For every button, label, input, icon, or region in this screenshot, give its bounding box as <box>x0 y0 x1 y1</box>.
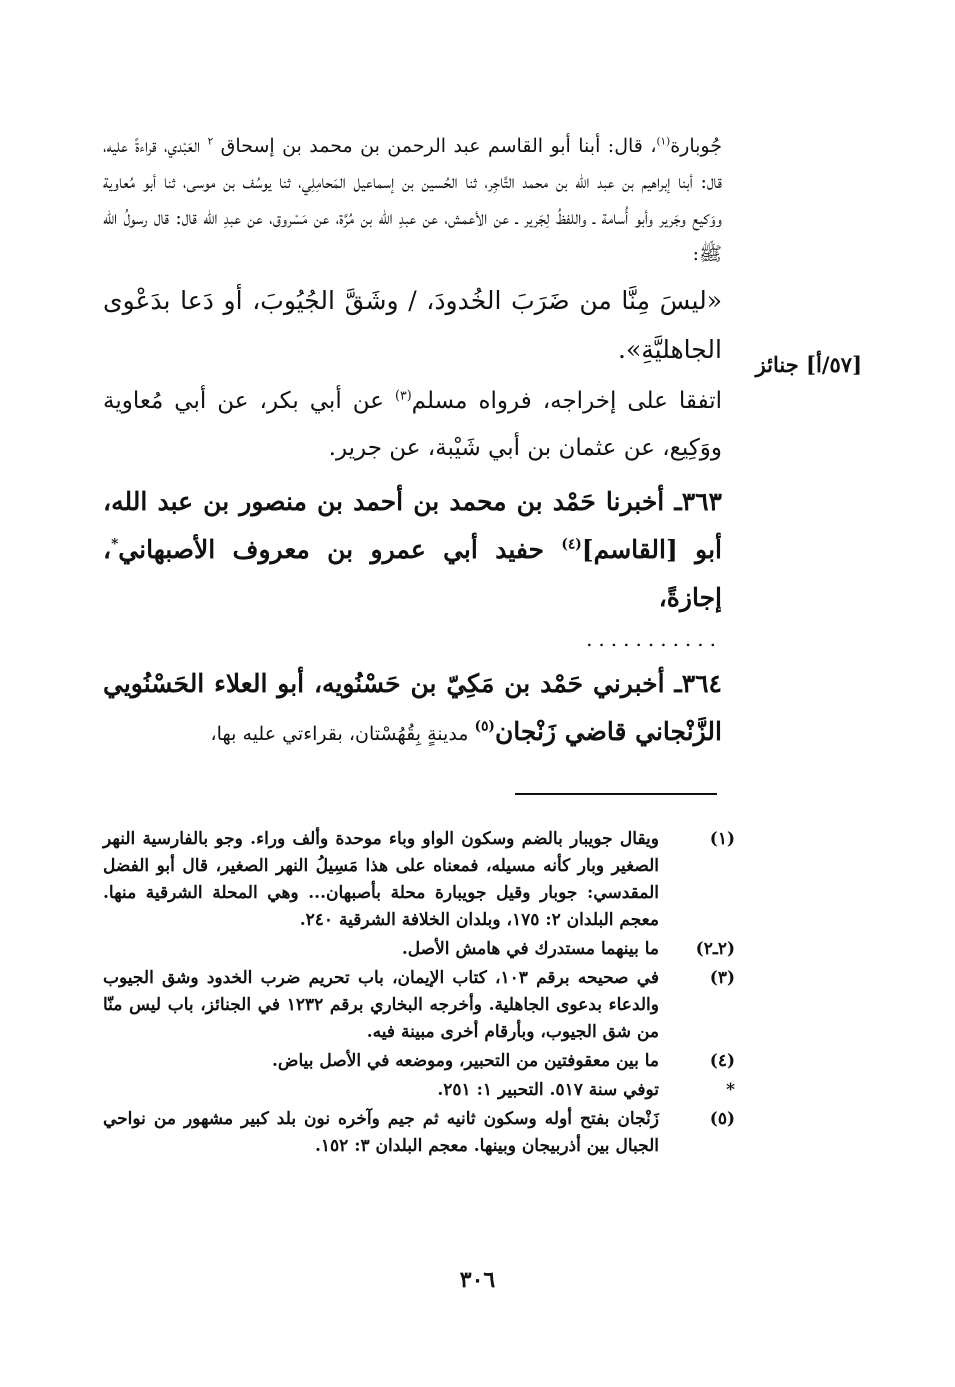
paragraph-text: ٣٦٣ـ أخبرنا حَمْد بن محمد بن أحمد بن منصور بن عبد الله، أبو [القاسم] <box>103 487 722 564</box>
takhrij-paragraph <box>103 378 722 472</box>
manuscript-folio-marker: [٥٧/أ] جنائز <box>755 352 862 377</box>
entry-363 <box>103 478 722 622</box>
footnote-number: * <box>726 1080 735 1100</box>
footnote-number: (٥) <box>709 1109 735 1129</box>
footnote <box>103 1048 735 1075</box>
paragraph-text: اتفقا على إخراجه، فرواه مسلم <box>411 388 722 414</box>
isnad-paragraph <box>103 128 722 272</box>
footnote-ref-2: ٢ <box>207 135 214 148</box>
footnote <box>103 1106 735 1160</box>
footnote-text: زَنْجان بفتح أوله وسكون ثانيه ثم جيم وآخره نون بلد كبير مشهور من نواحي الجبال بين أذربيجان وبينها. معجم البلدان ٣: ١٥٢. <box>103 1109 659 1156</box>
paragraph-text: جُوبارة <box>670 135 722 157</box>
footnote-ref-star: * <box>111 536 119 553</box>
footnote-separator <box>515 793 717 795</box>
footnotes-section <box>103 826 735 1162</box>
paragraph-text: ٣٦٤ـ أخبرني حَمْد بن مَكِيّ بن حَسْنُويه، أبو العلاء الحَسْنُويي الزَّنْجاني قاضي زَنْجان <box>103 669 722 746</box>
footnote-number: (٢ـ٢) <box>695 939 735 959</box>
paragraph-text: مدينةٍ بِقُهُسْتان، بقراءتي عليه بها، <box>210 723 475 745</box>
footnote-ref-4: (٤) <box>561 536 582 553</box>
entry-364 <box>103 660 722 758</box>
footnote-text: في صحيحه برقم ١٠٣، كتاب الإيمان، باب تحريم ضرب الخدود وشق الجيوب والدعاء بدعوى الجاهلية. وأخرجه البخاري برقم ١٢٣٢ في الجنائز، باب ليس منّا من شق الجيوب، وبأرقام أخرى مبينة فيه. <box>103 968 659 1042</box>
ellipsis-gap: ........... <box>586 627 722 651</box>
footnote-ref-5: (٥) <box>474 718 495 735</box>
footnote-number: (٣) <box>709 968 735 988</box>
footnote-ref-3: (٣) <box>395 387 412 403</box>
footnote-text: ما بين معقوفتين من التحبير، وموضعه في الأصل بياض. <box>271 1051 659 1071</box>
paragraph-text: ، قال: أبنا أبو القاسم عبد الرحمن بن محمد بن إسحاق <box>213 135 657 157</box>
paragraph-text: العَبْدي، قراءةً عليه، قال: أبنا إبراهيم بن عبد الله بن محمد التَّاجِر، ثنا الحُسين بن إسماعيل المَحامِلِي، ثنا يوسُف بن موسى، ثنا أبو مُعاوية ووَكيع وجَرير وأبو أُسامة ـ واللفظُ لِجَرير ـ عن الأعمش، عن عبدِ الله بن مُرَّة، عن مَسْروق، عن عبدِ الله قال: قال رسولُ الله ﷺ: <box>103 135 722 265</box>
footnote <box>103 1077 735 1104</box>
footnote-number: (٤) <box>709 1051 735 1071</box>
hadith-text: «ليسَ مِنَّا من ضَرَبَ الخُدودَ، / وشَقَّ الجُيُوبَ، أو دَعا بدَعْوى الجاهليَّةِ». <box>103 286 722 364</box>
footnote-text: توفي سنة ٥١٧. التحبير ١: ٢٥١. <box>437 1080 659 1100</box>
footnote-ref-1: (١) <box>656 135 671 148</box>
paragraph-text: حفيد أبي عمرو بن معروف الأصبهاني <box>118 535 562 564</box>
footnote-number: (١) <box>709 829 735 849</box>
footnote <box>103 826 735 934</box>
footnote-text: ما بينهما مستدرك في هامش الأصل. <box>401 939 659 959</box>
footnote-text: ويقال جويبار بالضم وسكون الواو وباء موحدة وألف وراء. وجو بالفارسية النهر الصغير وبار كأنه مسيله، فمعناه على هذا مَسِيلُ النهر الصغير، قال أبو الفضل المقدسي: جوبار وقيل جويبارة محلة بأصبهان... وهي المحلة الشرقية منها. معجم البلدان ٢: ١٧٥، وبلدان الخلافة الشرقية ٢٤٠. <box>103 829 659 930</box>
main-text <box>103 128 722 758</box>
footnote <box>103 936 735 963</box>
paragraph-text: ، إجازةً، <box>103 535 722 612</box>
paragraph-text: عن أبي بكر، عن أبي مُعاوية ووَكِيع، عن عثمان بن أبي شَيْبة، عن جرير. <box>103 388 722 461</box>
footnote <box>103 965 735 1046</box>
page-number: ٣٠٦ <box>459 1267 496 1293</box>
